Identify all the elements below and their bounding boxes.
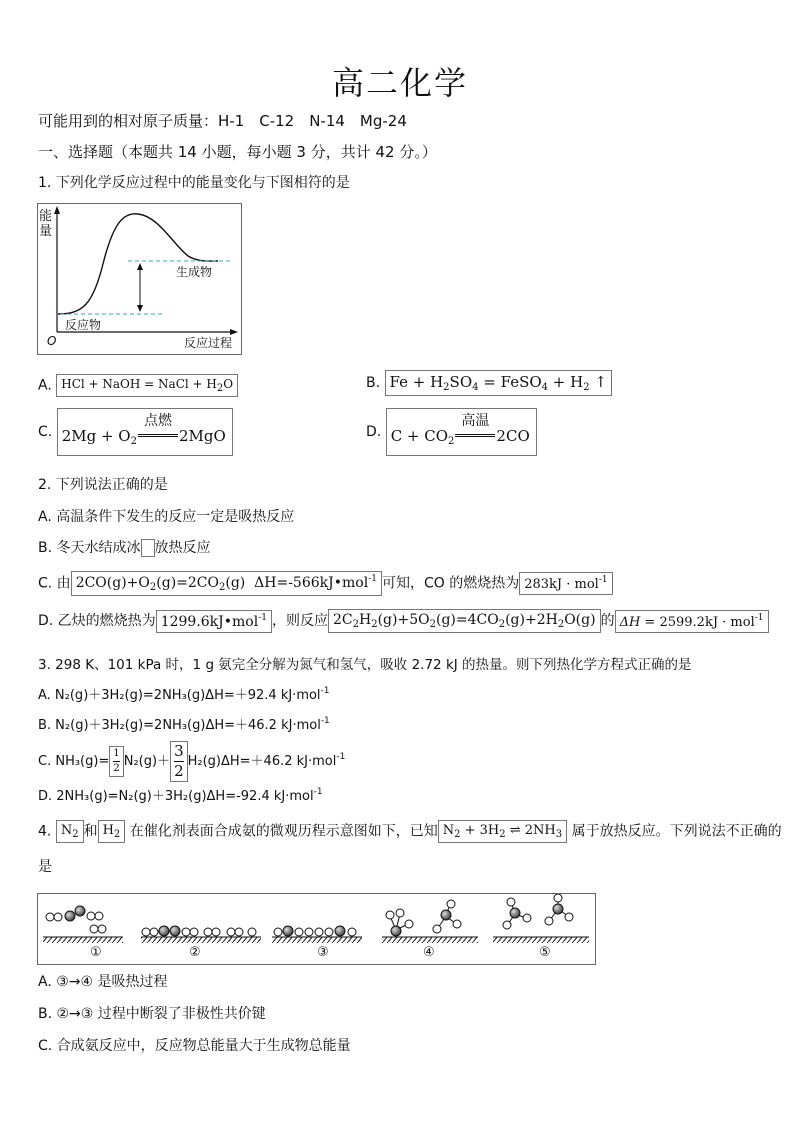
q2-option-d[interactable]: D. 乙炔的燃烧热为 1299.6kJ•mol$^{-1}$ ，则反应 $2C_2H_2(g)+5O_2(g)=4CO_2(g)+2H_2O(g)$ 的 ΔH = 2599.2kJ · mol$^{-1}$ [38, 609, 769, 633]
option-b-label: B. [366, 375, 381, 391]
question-4-stem: 4. $N_2$ 和 $H_2$ 在催化剂表面合成氨的微观历程示意图如下，已知 $N_2 + 3H_2$ ⇌ $2NH_3$ 属于放热反应。下列说法不正确的 [38, 820, 782, 843]
option-c-equation: $2Mg + O_2$ 点燃 2MgO [57, 408, 233, 456]
q2d-equation: $2C_2H_2(g)+5O_2(g)=4CO_2(g)+2H_2O(g)$ [328, 609, 601, 633]
step-1-molecules [46, 906, 106, 933]
catalyst-micro-diagram [37, 893, 596, 965]
option-c-label: C. [38, 424, 53, 440]
option-b-equation: $Fe + H_2SO_4$ = FeSO$_4$ + $H_2$ ↑ [385, 370, 612, 396]
option-a-label: A. [38, 377, 52, 394]
step-label-2: ② [189, 945, 201, 960]
q4-option-c[interactable]: C. 合成氨反应中，反应物总能量大于生成物总能量 [38, 1038, 351, 1054]
fraction-one-half: $\frac{1}{2}$ [109, 746, 123, 777]
origin-label: O [47, 334, 57, 348]
q2-option-a[interactable]: A. 高温条件下发生的反应一定是吸热反应 [38, 509, 295, 525]
q1-option-b[interactable] [366, 370, 612, 396]
y-axis-arrow [54, 206, 60, 214]
q4-option-a[interactable]: A. ③→④ 是吸热过程 [38, 974, 168, 990]
fraction-three-halves: $\frac{3}{2}$ [170, 741, 188, 782]
section-heading: 一、选择题（本题共 14 小题，每小题 3 分，共计 42 分。） [38, 143, 437, 161]
y-axis-label: 能量 [39, 209, 53, 239]
atomic-mass-line: 可能用到的相对原子质量：H-1 C-12 N-14 Mg-24 [38, 112, 407, 130]
question-2-stem: 2. 下列说法正确的是 [38, 477, 168, 493]
q2d-value: 1299.6kJ•mol$^{-1}$ [156, 610, 272, 633]
question-4-stem-end: 是 [38, 859, 52, 875]
x-axis-label: 反应过程 [184, 336, 233, 350]
q1-option-c[interactable] [38, 408, 233, 456]
q3-option-a[interactable]: A. N₂(g)＋3H₂(g)=2NH₃(g)ΔH=＋92.4 kJ·mol$^{-1}$ [38, 686, 330, 703]
question-1-stem: 1. 下列化学反应过程中的能量变化与下图相符的是 [38, 175, 350, 191]
q2d-dh: ΔH = 2599.2kJ · mol$^{-1}$ [615, 610, 769, 633]
q2c-equation: $2CO(g)+O_2(g)=2CO_2(g)$ ΔH=-566kJ•mol$^{-1}$ [71, 571, 382, 596]
q2-option-c[interactable]: C. 由 $2CO(g)+O_2(g)=2CO_2(g)$ ΔH=-566kJ•mol$^{-1}$ 可知，CO 的燃烧热为 283kJ · mol$^{-1}$ [38, 571, 613, 596]
step-5-nh3-released [503, 894, 573, 929]
option-d-label: D. [366, 424, 382, 440]
q1-option-a[interactable] [38, 374, 238, 397]
step-label-1: ① [90, 945, 102, 960]
step-label-5: ⑤ [539, 945, 551, 960]
question-3-stem: 3. 298 K、101 kPa 时，1 g 氨完全分解为氮气和氢气，吸收 2.72 kJ 的热量。则下列热化学方程式正确的是 [38, 657, 692, 673]
q3-option-c[interactable]: C. NH₃(g)= $\frac{1}{2}$ N₂(g)＋ $\frac{3}{2}$ H₂(g)ΔH=＋46.2 kJ·mol$^{-1}$ [38, 742, 346, 780]
product-label: 生成物 [176, 265, 213, 279]
h2-box: $H_2$ [98, 820, 126, 843]
q3-option-b[interactable]: B. N₂(g)＋3H₂(g)=2NH₃(g)ΔH=＋46.2 kJ·mol$^{-1}$ [38, 716, 330, 733]
page-title: 高二化学 [331, 64, 468, 102]
energy-diagram [37, 203, 242, 355]
q1-option-d[interactable] [366, 408, 537, 456]
option-a-equation: HCl + NaOH = NaCl + $H_2O$ [56, 374, 238, 397]
step-2-adsorbed [142, 926, 256, 936]
q2-option-b[interactable]: B. 冬天水结成冰 放热反应 [38, 540, 211, 556]
q3-option-d[interactable]: D. 2NH₃(g)=N₂(g)＋3H₂(g)ΔH=-92.4 kJ·mol$^{-1}$ [38, 787, 323, 804]
condition-ignite: 点燃 [143, 413, 172, 429]
q4-option-b[interactable]: B. ②→③ 过程中断裂了非极性共价键 [38, 1006, 266, 1022]
n2-box: $N_2$ [56, 820, 84, 843]
step-label-4: ④ [423, 945, 435, 960]
catalyst-surfaces [43, 937, 589, 943]
blank-box [141, 539, 155, 557]
reactant-label: 反应物 [65, 318, 102, 332]
condition-high-temp: 高温 [461, 413, 490, 429]
synthesis-equation: $N_2 + 3H_2$ ⇌ $2NH_3$ [438, 820, 567, 843]
step-label-3: ③ [317, 945, 329, 960]
step-3-dissociated [274, 926, 356, 936]
option-d-equation: $C + CO_2$ 高温 2CO [386, 408, 537, 456]
q2c-value: 283kJ · mol$^{-1}$ [519, 572, 612, 595]
step-4-nh3-forming [386, 900, 461, 936]
